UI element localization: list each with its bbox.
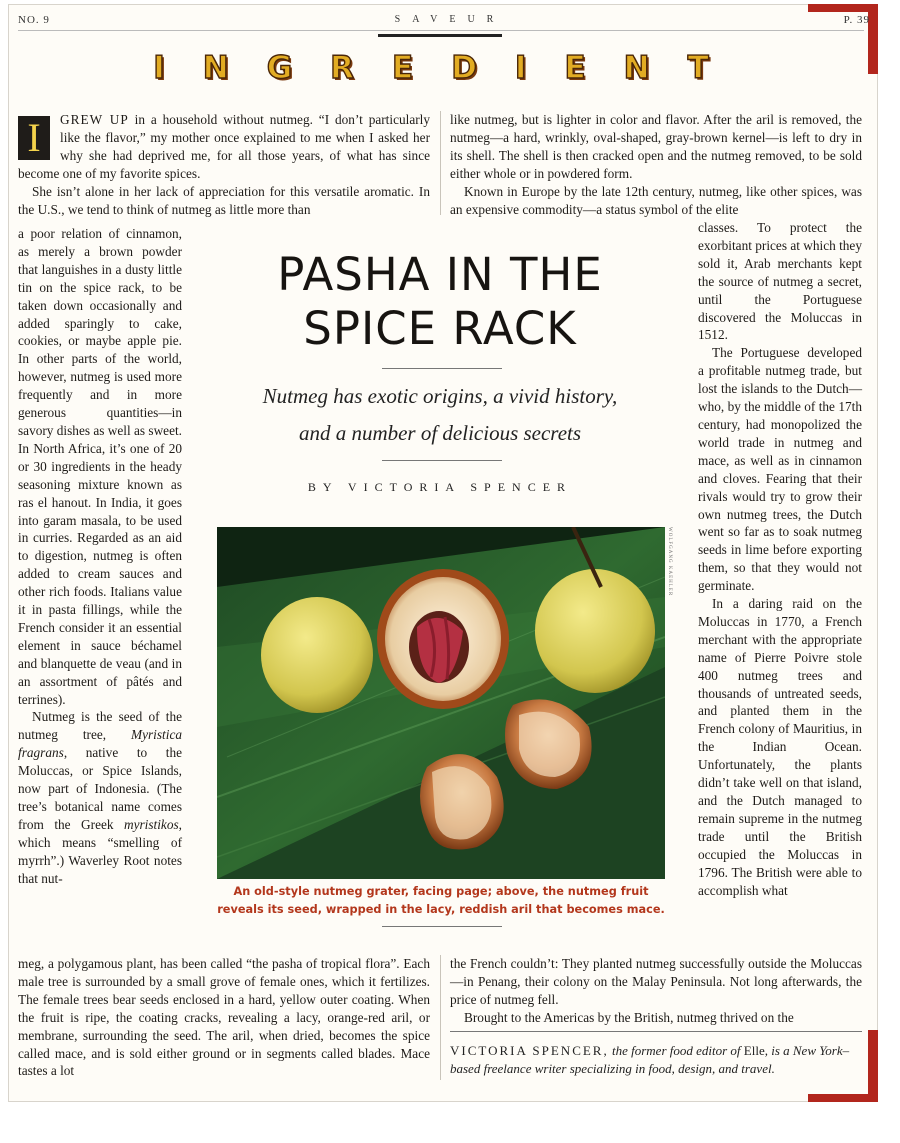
photo-caption [210,883,672,919]
right-paragraph-4-continued: the French couldn’t: They planted nutmeg successfully outside the Moluccas—in Penang, their colony on the Malay Peninsula. Not long afterwards, the price of nutmeg fell. [450,956,862,1007]
byline: BY VICTORIA SPENCER [307,480,573,494]
nutmeg-photo [217,527,665,879]
right-column-narrow [698,219,862,899]
header-rule-thick [378,34,502,37]
p3-greek: myristikos [124,816,179,832]
corner-accent-top-bar [808,4,878,12]
corner-accent-bottom-bar [808,1094,878,1102]
left-column-top [18,111,430,218]
page-number: P. 39 [843,14,870,26]
paragraph-3 [18,708,182,887]
right-paragraph-3: The Portuguese developed a profitable nutmeg trade, but lost the islands to the Dutch—who, by the middle of the 17th century, had monopolized the world trade in nutmeg and mace, as well as in cinnamon and cloves. Fearing that their rivals would try to grow their own nutmeg trees, the Dutch went so far as to soak nutmeg seeds in lime before exporting them, so that they would not germinate. [698,345,862,594]
right-paragraph-2: Known in Europe by the late 12th century, nutmeg, like other spices, was an expensive commodity—a status symbol of the elite [450,183,862,217]
p3-species: Myristica fragrans [18,727,182,761]
lead-smallcaps: GREW UP [60,112,129,127]
title-rule [382,368,502,369]
department-heading: INGREDIENT [153,50,747,86]
issue-number: NO. 9 [18,14,50,26]
p3-text-c: , native to the Moluccas, or Spice Islands, now part of Indonesia. (The tree’s botanical name comes from the Greek [18,745,182,832]
right-column-top [450,111,862,218]
column-divider-bottom [440,955,441,1080]
title-line-2: SPICE RACK [303,302,577,355]
right-paragraph-1: like nutmeg, but is lighter in color and flavor. After the aril is removed, the nutmeg—a hard, wrinkly, oval-shaped, gray-brown kernel—is left to dry in its shell. The shell is then cracked open and the nutmeg removed, to be sold either whole or in powdered form. [450,112,862,181]
column-divider-top [440,111,441,215]
right-paragraph-5: Brought to the Americas by the British, nutmeg thrived on the [464,1009,794,1025]
deck-rule [382,460,502,461]
p3-text-e: , which means “smelling of myrrh”.) Waverley Root notes that nut- [18,816,182,886]
title-line-1: PASHA IN THE [277,248,603,301]
caption-line-2: reveals its seed, wrapped in the lacy, reddish aril that becomes mace. [217,903,665,916]
caption-line-1: An old-style nutmeg grater, facing page; above, the nutmeg fruit [233,885,649,898]
header-rule [18,30,864,31]
bio-rule [450,1031,862,1032]
photo-credit: WOLFGANG KAEHLER [667,527,672,597]
right-paragraph-2-continued: classes. To protect the exorbitant prices at which they sold it, Arab merchants kept the source of nutmeg a secret, until the Portuguese discovered the Moluccas in 1512. [698,220,862,343]
nutmeg-fruit-illustration [217,527,665,879]
bio-text-a: the former food editor of [608,1043,744,1058]
lead-paragraph [18,111,430,183]
paragraph-2: She isn’t alone in her lack of appreciation for this versatile aromatic. In the U.S., we tend to think of nutmeg as little more than [18,183,430,217]
corner-accent-bottom [868,1030,878,1102]
bio-name: VICTORIA SPENCER, [450,1043,609,1058]
drop-cap: I [18,116,50,160]
lead-text: in a household without nutmeg. “I don’t particularly like the flavor,” my mother once explained to me when I asked her why she had deprived me, for all those years, of what has since become one of my favorite spices. [18,112,430,181]
bio-text-c: , is a New York–based freelance writer specializing in food, design, and travel. [450,1043,850,1076]
article-title [200,248,680,356]
left-column-narrow [18,225,182,888]
caption-rule [382,926,502,927]
p3-text-a: Nutmeg is the seed of the nutmeg tree, [18,709,182,743]
magazine-name: SAVEUR [394,14,506,25]
deck-line-1: Nutmeg has exotic origins, a vivid history, [262,384,618,408]
deck-line-2: and a number of delicious secrets [298,421,582,445]
article-deck [210,378,670,452]
right-column-bottom [450,955,862,1027]
author-bio [450,1042,860,1078]
left-column-bottom [18,955,430,1080]
paragraph-3-continued: meg, a polygamous plant, has been called “the pasha of tropical flora”. Each male tree is surrounded by a small grove of female ones, which it fertilizes. The female trees bear seeds enclosed in a hard, yellow outer coating. When the fruit is ripe, the coating cracks, revealing a lacy, orange-red aril, or membrane, surrounding the seed. The aril, when dried, becomes the spice called mace, and is sold either ground or in segments called blades. Mace tastes a lot [18,956,430,1079]
bio-magazine: Elle [743,1043,765,1058]
right-paragraph-4: In a daring raid on the Moluccas in 1770, a French merchant with the appropriate name of Pierre Poivre stole 400 nutmeg trees and thousands of untreated seeds, and planted them in the French colony of Mauritius, in the Indian Ocean. Unfortunately, the plants didn’t take well on that island, and the Dutch managed to remain supreme in the nutmeg trade until the British occupied the Moluccas in 1796. The British were able to accomplish what [698,596,862,898]
paragraph-2-continued: a poor relation of cinnamon, as merely a brown powder that languishes in a dusty little tin on the spice rack, to be taken down occasionally and added sparingly to cake, cookies, or maybe apple pie. In other parts of the world, however, nutmeg is used more frequently and in more generous quantities—in savory dishes as well as sweet. In North Africa, it’s one of 20 or 30 ingredients in the heady seasoning mixture known as ras el hanout. In India, it goes into garam masala, to be used in curries. Regarded as an aid to digestion, nutmeg is often added to cream sauces and other rich foods. Italians value it in pasta fillings, while the French consider it an essential element in sauce béchamel and blanquette de veau (and in an assortment of pâtés and terrines). [18,226,182,707]
